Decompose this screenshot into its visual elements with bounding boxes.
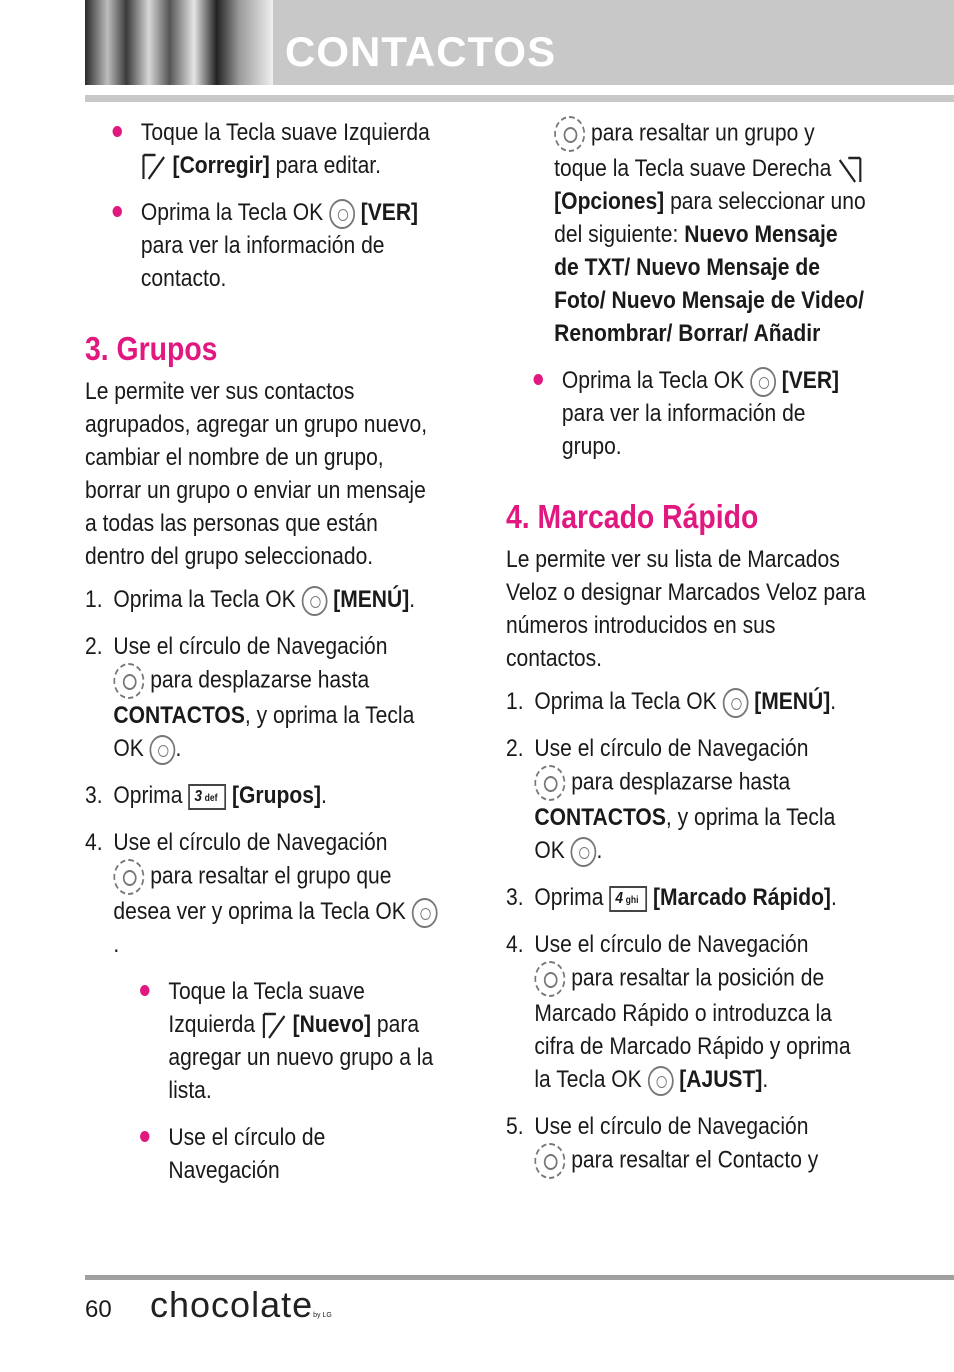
grupos-step-2: 2. Use el círculo de Navegación para desplazarse hasta CONTACTOS, y oprima la Tecla OK . bbox=[85, 630, 442, 765]
marcado-step-3: 3. Oprima 4 ghi [Marcado Rápido]. bbox=[506, 884, 837, 911]
ok-key-icon bbox=[329, 199, 355, 229]
grupos-step-3: 3. Oprima 3 def [Grupos]. bbox=[85, 782, 327, 809]
ok-key-icon bbox=[412, 898, 438, 928]
grupos-step-1: 1. Oprima la Tecla OK [MENÚ]. bbox=[85, 583, 442, 616]
ok-key-icon bbox=[150, 735, 176, 765]
ok-key-icon bbox=[648, 1066, 674, 1096]
bottom-divider bbox=[85, 1275, 954, 1280]
key-4-icon: 4 ghi bbox=[609, 886, 647, 912]
nav-circle-icon bbox=[534, 961, 565, 997]
grupos-intro: Le permite ver sus contactos agrupados, agregar un grupo nuevo, cambiar el nombre de un grupo, borrar un grupo o enviar un mensaje a todas las personas que están dentro del grupo seleccionado. bbox=[85, 378, 428, 570]
ok-key-icon bbox=[571, 837, 597, 867]
ok-key-icon bbox=[750, 367, 776, 397]
marcado-step-5: 5. Use el círculo de Navegación para resaltar el Contacto y bbox=[506, 1110, 867, 1179]
chocolate-logo: chocolateby LG bbox=[150, 1284, 332, 1325]
page-number: 60 bbox=[85, 1296, 112, 1323]
right-column bbox=[506, 116, 867, 1179]
grupos-step-4: 4. Use el círculo de Navegación para resaltar el grupo que desea ver y oprima la Tecla OK . bbox=[85, 826, 442, 961]
left-soft-key-icon bbox=[141, 152, 167, 182]
bullet-corregir: Toque la Tecla suave Izquierda [Corregir] para editar. bbox=[85, 116, 442, 182]
section-heading-grupos: 3. Grupos bbox=[85, 330, 218, 367]
bullet-ver-grupo: Oprima la Tecla OK [VER] para ver la información de grupo. bbox=[506, 364, 867, 463]
nav-circle-icon bbox=[113, 859, 144, 895]
nav-circle-icon bbox=[534, 765, 565, 801]
marcado-intro: Le permite ver su lista de Marcados Veloz o designar Marcados Veloz para números introducidos en sus contactos. bbox=[506, 546, 866, 672]
nav-circle-icon bbox=[113, 663, 144, 699]
left-column bbox=[85, 116, 442, 1187]
section-heading-marcado: 4. Marcado Rápido bbox=[506, 498, 759, 535]
bullet-nuevo: Toque la Tecla suave Izquierda [Nuevo] para agregar un nuevo grupo a la lista. bbox=[113, 975, 442, 1107]
top-divider bbox=[85, 95, 954, 102]
right-soft-key-icon bbox=[837, 155, 863, 185]
ok-key-icon bbox=[723, 688, 749, 718]
opciones-continuation: para resaltar un grupo y toque la Tecla suave Derecha [Opciones] para seleccionar uno del siguiente: Nuevo Mensaje de TXT/ Nuevo Mensaje de Foto/ Nuevo Mensaje de Video/ Renombrar/ Borrar/ Añadir bbox=[506, 116, 867, 350]
nav-circle-icon bbox=[554, 116, 585, 152]
marcado-step-4: 4. Use el círculo de Navegación para resaltar la posición de Marcado Rápido o introduzca la cifra de Marcado Rápido y oprima la Tecla OK [AJUST]. bbox=[506, 928, 867, 1096]
bullet-navegacion: Use el círculo de Navegación bbox=[113, 1121, 442, 1187]
left-soft-key-icon bbox=[261, 1011, 287, 1041]
bullet-ver: Oprima la Tecla OK [VER] para ver la información de contacto. bbox=[85, 196, 442, 295]
marcado-step-2: 2. Use el círculo de Navegación para desplazarse hasta CONTACTOS, y oprima la Tecla OK . bbox=[506, 732, 867, 867]
marcado-step-1: 1. Oprima la Tecla OK [MENÚ]. bbox=[506, 685, 867, 718]
ok-key-icon bbox=[302, 586, 328, 616]
nav-circle-icon bbox=[534, 1143, 565, 1179]
header-photo bbox=[85, 0, 273, 85]
key-3-icon: 3 def bbox=[188, 784, 226, 810]
page-title: CONTACTOS bbox=[285, 28, 557, 75]
